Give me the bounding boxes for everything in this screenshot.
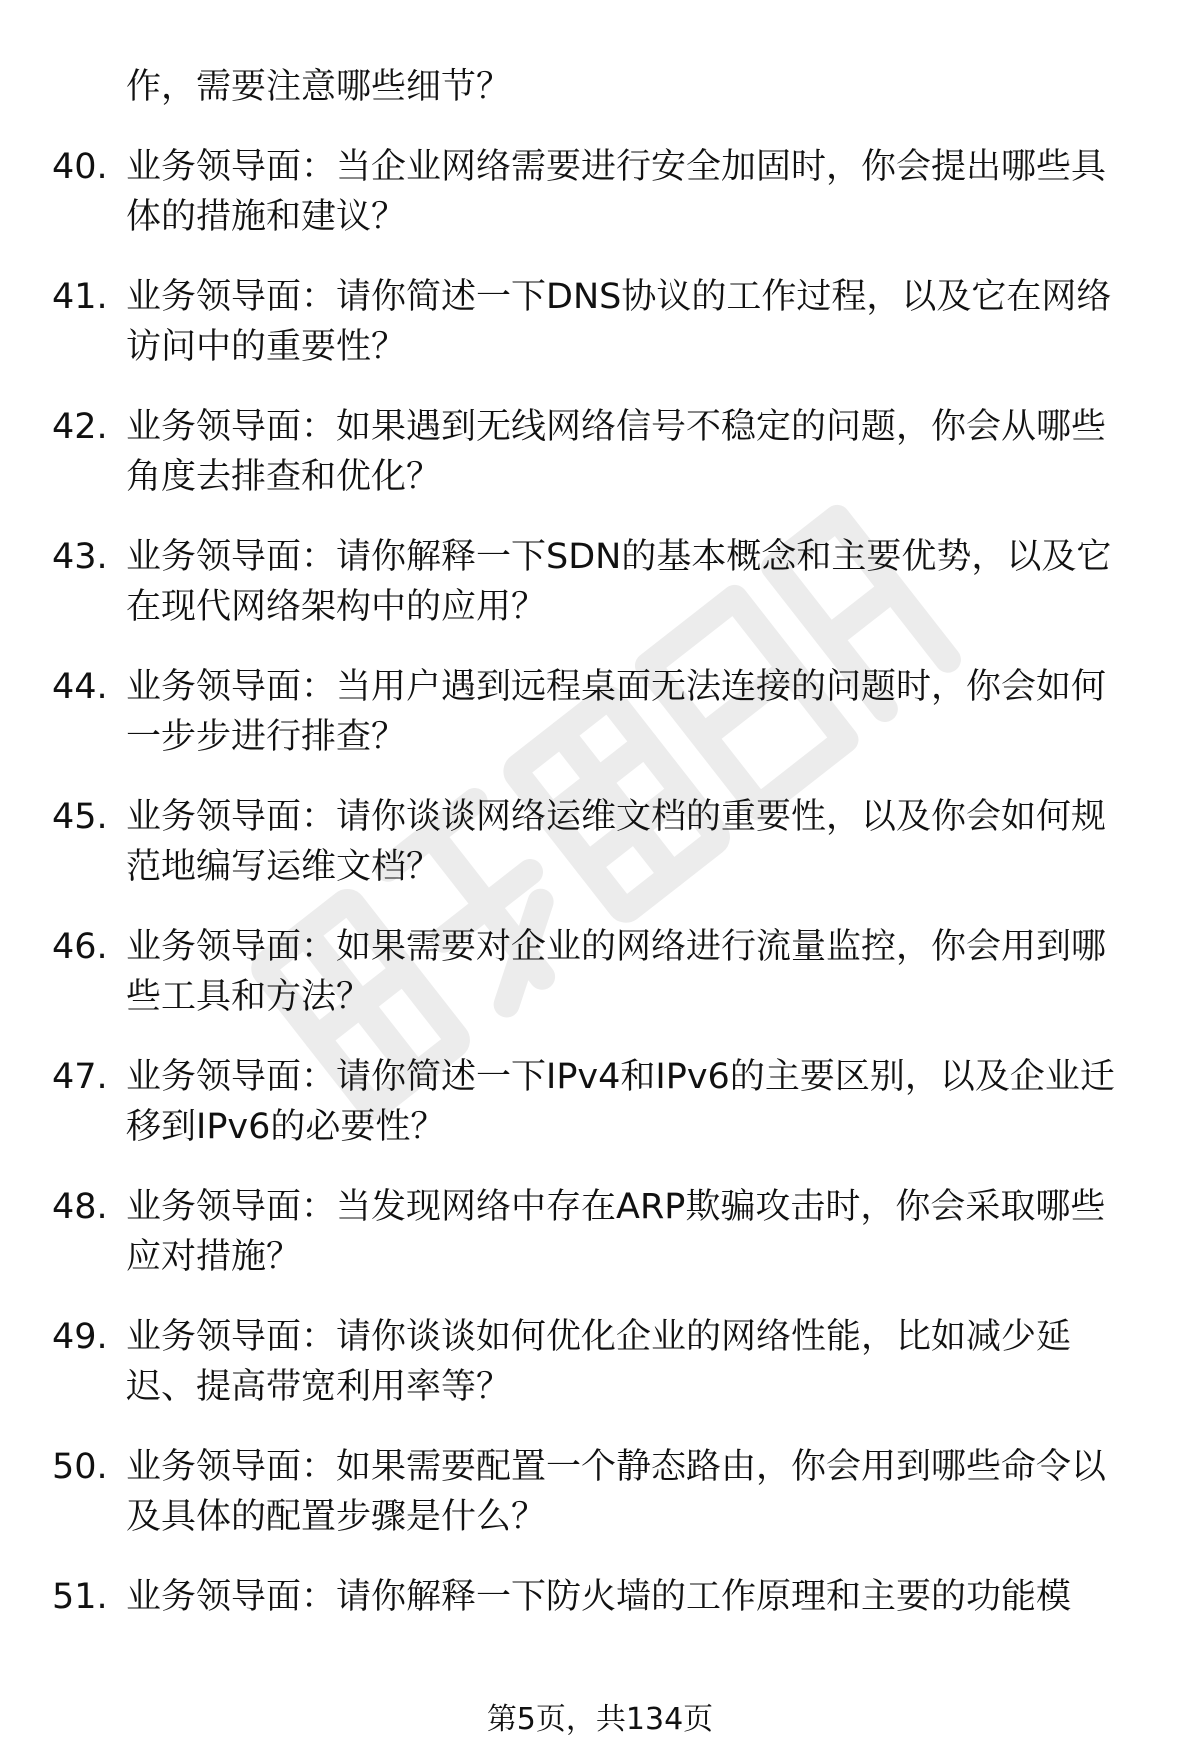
question-number: 45. (52, 797, 108, 837)
question-line: 业务领导面：请你解释一下SDN的基本概念和主要优势，以及它 (126, 537, 1112, 577)
question-line: 迟、提高带宽利用率等？ (126, 1367, 512, 1407)
list-item (52, 1182, 1162, 1312)
question-text (126, 662, 1196, 762)
question-number: 40. (52, 147, 108, 187)
question-text (126, 792, 1196, 892)
question-text (126, 922, 1196, 1022)
question-line: 业务领导面：请你简述一下IPv4和IPv6的主要区别，以及企业迁 (126, 1057, 1115, 1097)
question-text (126, 1442, 1196, 1542)
question-line: 业务领导面：请你谈谈网络运维文档的重要性，以及你会如何规 (126, 797, 1107, 837)
continued-question-text: 作，需要注意哪些细节？ (126, 67, 512, 107)
question-line: 访问中的重要性？ (126, 327, 407, 367)
question-number: 42. (52, 407, 108, 447)
question-text (126, 272, 1196, 372)
question-text (126, 402, 1196, 502)
question-text (126, 1572, 1196, 1622)
question-line: 一步步进行排查？ (126, 717, 407, 757)
question-text (126, 1052, 1196, 1152)
question-line: 应对措施？ (126, 1237, 302, 1277)
question-line: 业务领导面：当发现网络中存在ARP欺骗攻击时，你会采取哪些 (126, 1187, 1106, 1227)
question-line: 在现代网络架构中的应用？ (126, 587, 547, 627)
question-number: 46. (52, 927, 108, 967)
question-number: 41. (52, 277, 108, 317)
list-item (52, 662, 1162, 792)
list-item (52, 1442, 1162, 1572)
question-line: 角度去排查和优化？ (126, 457, 442, 497)
question-text (126, 532, 1196, 632)
question-line: 业务领导面：如果遇到无线网络信号不稳定的问题，你会从哪些 (126, 407, 1107, 447)
question-list (52, 142, 1162, 1702)
question-line: 业务领导面：当企业网络需要进行安全加固时，你会提出哪些具 (126, 147, 1107, 187)
question-line: 业务领导面：如果需要配置一个静态路由，你会用到哪些命令以 (126, 1447, 1107, 1487)
list-item (52, 272, 1162, 402)
question-line: 范地编写运维文档？ (126, 847, 442, 887)
list-item (52, 1312, 1162, 1442)
question-text (126, 1312, 1196, 1412)
question-number: 44. (52, 667, 108, 707)
question-text (126, 1182, 1196, 1282)
list-item (52, 142, 1162, 272)
list-item (52, 402, 1162, 532)
question-number: 43. (52, 537, 108, 577)
question-line: 些工具和方法？ (126, 977, 372, 1017)
question-line: 业务领导面：如果需要对企业的网络进行流量监控，你会用到哪 (126, 927, 1107, 967)
question-number: 48. (52, 1187, 108, 1227)
list-item (52, 792, 1162, 922)
list-item (52, 1052, 1162, 1182)
list-item (52, 532, 1162, 662)
question-line: 及具体的配置步骤是什么？ (126, 1497, 547, 1537)
question-line: 移到IPv6的必要性？ (126, 1107, 446, 1147)
page-footer: 第5页，共134页 (486, 1702, 714, 1737)
question-number: 51. (52, 1577, 108, 1617)
list-item (52, 1572, 1162, 1702)
question-number: 50. (52, 1447, 108, 1487)
question-line: 业务领导面：请你简述一下DNS协议的工作过程，以及它在网络 (126, 277, 1112, 317)
question-number: 49. (52, 1317, 108, 1357)
question-line: 业务领导面：当用户遇到远程桌面无法连接的问题时，你会如何 (126, 667, 1107, 707)
question-line: 体的措施和建议？ (126, 197, 407, 237)
list-item (52, 922, 1162, 1052)
question-number: 47. (52, 1057, 108, 1097)
question-line: 业务领导面：请你解释一下防火墙的工作原理和主要的功能模 (126, 1577, 1072, 1617)
question-text (126, 142, 1196, 242)
question-line: 业务领导面：请你谈谈如何优化企业的网络性能，比如减少延 (126, 1317, 1072, 1357)
